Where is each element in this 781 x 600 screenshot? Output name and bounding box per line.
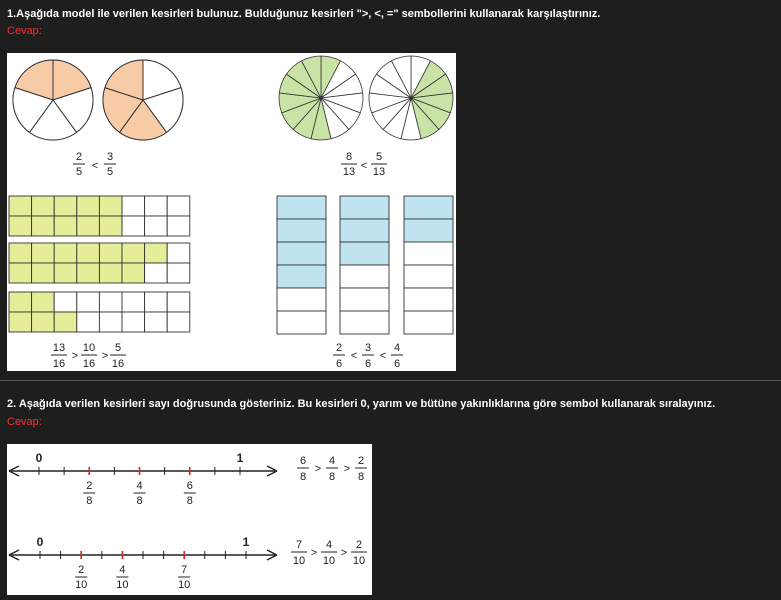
grid-cell	[54, 243, 77, 263]
question-1-text: 1.Aşağıda model ile verilen kesirleri bulunuz. Bulduğunuz kesirleri ">, <, =" sembollerini kullanarak karşılaştırınız.	[7, 8, 601, 20]
bar-models-6	[277, 196, 453, 334]
grid-cell	[167, 243, 190, 263]
mark-den: 10	[116, 579, 129, 591]
grid-cell	[145, 196, 168, 216]
frac-c-num: 5	[114, 342, 122, 354]
grid-cell	[122, 263, 145, 283]
grid-cell	[145, 312, 168, 332]
frac-a-num: 2	[335, 342, 343, 354]
mark-den: 8	[186, 495, 193, 507]
mark-den: 8	[136, 495, 143, 507]
frac-c-den: 8	[357, 471, 365, 483]
grid-cell	[9, 263, 32, 283]
pie-13-right	[369, 56, 453, 140]
line1-start-label: 0	[35, 451, 43, 465]
bar-cell	[404, 311, 453, 334]
frac-a-num: 13	[52, 342, 66, 354]
line2-order	[291, 539, 367, 567]
mark-den: 8	[86, 495, 93, 507]
answer-blank	[166, 166, 282, 186]
frac-a-den: 16	[52, 358, 66, 370]
grid-cell	[9, 243, 32, 263]
line1-order	[297, 455, 367, 483]
line1-end-label: 1	[236, 451, 244, 465]
grid-cell	[99, 312, 122, 332]
grid-cell	[145, 216, 168, 236]
question-2-answer-label: Cevap:	[7, 416, 42, 428]
frac-b-num: 4	[328, 455, 336, 467]
grid-cell	[99, 243, 122, 263]
grid-cell	[145, 292, 168, 312]
grid-cell	[54, 216, 77, 236]
frac-c-num: 2	[355, 539, 363, 551]
bar-cell	[404, 196, 453, 219]
number-line-tenths	[9, 535, 277, 591]
bars6-comparison	[333, 342, 403, 370]
grid-models-16	[9, 196, 190, 332]
line2-start-label: 0	[36, 535, 44, 549]
mark-num: 6	[186, 480, 193, 492]
frac-c-num: 2	[357, 455, 365, 467]
question-1-answer-label: Cevap:	[7, 25, 42, 37]
op1: >	[314, 463, 322, 475]
op: <	[91, 160, 99, 172]
bar-cell	[340, 242, 389, 265]
grid-cell	[77, 312, 100, 332]
frac-b-num: 3	[106, 151, 114, 163]
frac-a-num: 8	[345, 151, 353, 163]
grid-cell	[9, 216, 32, 236]
grid-cell	[32, 263, 55, 283]
grid-cell	[54, 312, 77, 332]
frac-b-num: 3	[364, 342, 372, 354]
grid-cell	[99, 263, 122, 283]
grid-cell	[145, 243, 168, 263]
mark-num: 2	[78, 564, 85, 576]
mark-den: 10	[178, 579, 191, 591]
answer-blank-2	[73, 516, 187, 531]
grids16-comparison	[51, 342, 126, 370]
pie-13-left	[279, 56, 363, 140]
grid-cell	[99, 216, 122, 236]
bar-cell	[277, 196, 326, 219]
grid-cell	[54, 292, 77, 312]
question-2-figure	[7, 444, 372, 595]
frac-b-den: 16	[82, 358, 96, 370]
op1: >	[310, 547, 318, 559]
grid-cell	[77, 243, 100, 263]
op2: >	[340, 547, 348, 559]
bar-cell	[340, 288, 389, 311]
op: <	[360, 160, 368, 172]
grid-cell	[122, 292, 145, 312]
frac-a-den: 13	[342, 166, 356, 178]
grid-cell	[9, 292, 32, 312]
op1: <	[350, 350, 358, 362]
grid-cell	[32, 216, 55, 236]
number-line-eighths	[9, 451, 277, 507]
frac-a-den: 6	[335, 358, 343, 370]
frac-b-den: 13	[372, 166, 386, 178]
grid-cell	[32, 312, 55, 332]
grid-cell	[32, 292, 55, 312]
question-1-figure-svg	[7, 53, 456, 371]
grid-cell	[167, 216, 190, 236]
grid-cell	[77, 292, 100, 312]
mark-num: 4	[119, 564, 126, 576]
grid-cell	[32, 196, 55, 216]
grid-cell	[54, 196, 77, 216]
frac-c-den: 10	[352, 555, 366, 567]
frac-a-den: 8	[299, 471, 307, 483]
pies13-comparison	[341, 151, 387, 178]
frac-b-num: 4	[325, 539, 333, 551]
mark-num: 2	[86, 480, 93, 492]
grid-cell	[167, 312, 190, 332]
grid-cell	[9, 312, 32, 332]
mark-num: 7	[181, 564, 188, 576]
frac-c-num: 4	[393, 342, 401, 354]
frac-b-den: 6	[364, 358, 372, 370]
bar-cell	[404, 288, 453, 311]
bar-cell	[404, 242, 453, 265]
question-2-text: 2. Aşağıda verilen kesirleri sayı doğrusunda gösteriniz. Bu kesirleri 0, yarım ve bütüne yakınlıklarına göre sembol kullanarak sıralayınız.	[7, 398, 716, 410]
frac-b-den: 5	[106, 166, 114, 178]
bar-cell	[277, 288, 326, 311]
bar-cell	[277, 219, 326, 242]
grid-cell	[54, 263, 77, 283]
grid-cell	[77, 263, 100, 283]
grid-cell	[167, 263, 190, 283]
op1: >	[71, 350, 79, 362]
frac-b-num: 5	[375, 151, 383, 163]
line2-end-label: 1	[242, 535, 250, 549]
pies5-comparison	[73, 151, 116, 178]
bar-cell	[404, 219, 453, 242]
bar-cell	[404, 265, 453, 288]
grid-cell	[145, 263, 168, 283]
pie-5-right	[103, 60, 183, 140]
frac-c-den: 6	[393, 358, 401, 370]
bar-cell	[340, 219, 389, 242]
frac-c-den: 16	[111, 358, 125, 370]
op2: >	[343, 463, 351, 475]
frac-a-den: 10	[292, 555, 306, 567]
frac-a-den: 5	[75, 166, 83, 178]
grid-cell	[77, 216, 100, 236]
grid-cell	[122, 312, 145, 332]
bar-cell	[340, 265, 389, 288]
frac-a-num: 6	[299, 455, 307, 467]
grid-cell	[122, 196, 145, 216]
bar-cell	[340, 311, 389, 334]
frac-a-num: 7	[295, 539, 303, 551]
op2: <	[379, 350, 387, 362]
bar-cell	[277, 242, 326, 265]
grid-cell	[167, 292, 190, 312]
grid-cell	[99, 292, 122, 312]
grid-cell	[77, 196, 100, 216]
question-1-figure	[7, 53, 456, 371]
mark-den: 10	[75, 579, 88, 591]
grid-cell	[167, 196, 190, 216]
op2: >	[101, 350, 109, 362]
frac-b-num: 10	[82, 342, 96, 354]
grid-cell	[32, 243, 55, 263]
question-2-figure-svg	[7, 444, 372, 595]
grid-cell	[99, 196, 122, 216]
grid-cell	[122, 216, 145, 236]
frac-a-num: 2	[75, 151, 83, 163]
bar-cell	[340, 196, 389, 219]
frac-b-den: 10	[322, 555, 336, 567]
bar-cell	[277, 311, 326, 334]
grid-cell	[122, 243, 145, 263]
grid-cell	[9, 196, 32, 216]
pie-5-left	[13, 60, 93, 140]
mark-num: 4	[136, 480, 143, 492]
bar-cell	[277, 265, 326, 288]
section-divider	[0, 380, 781, 381]
frac-b-den: 8	[328, 471, 336, 483]
